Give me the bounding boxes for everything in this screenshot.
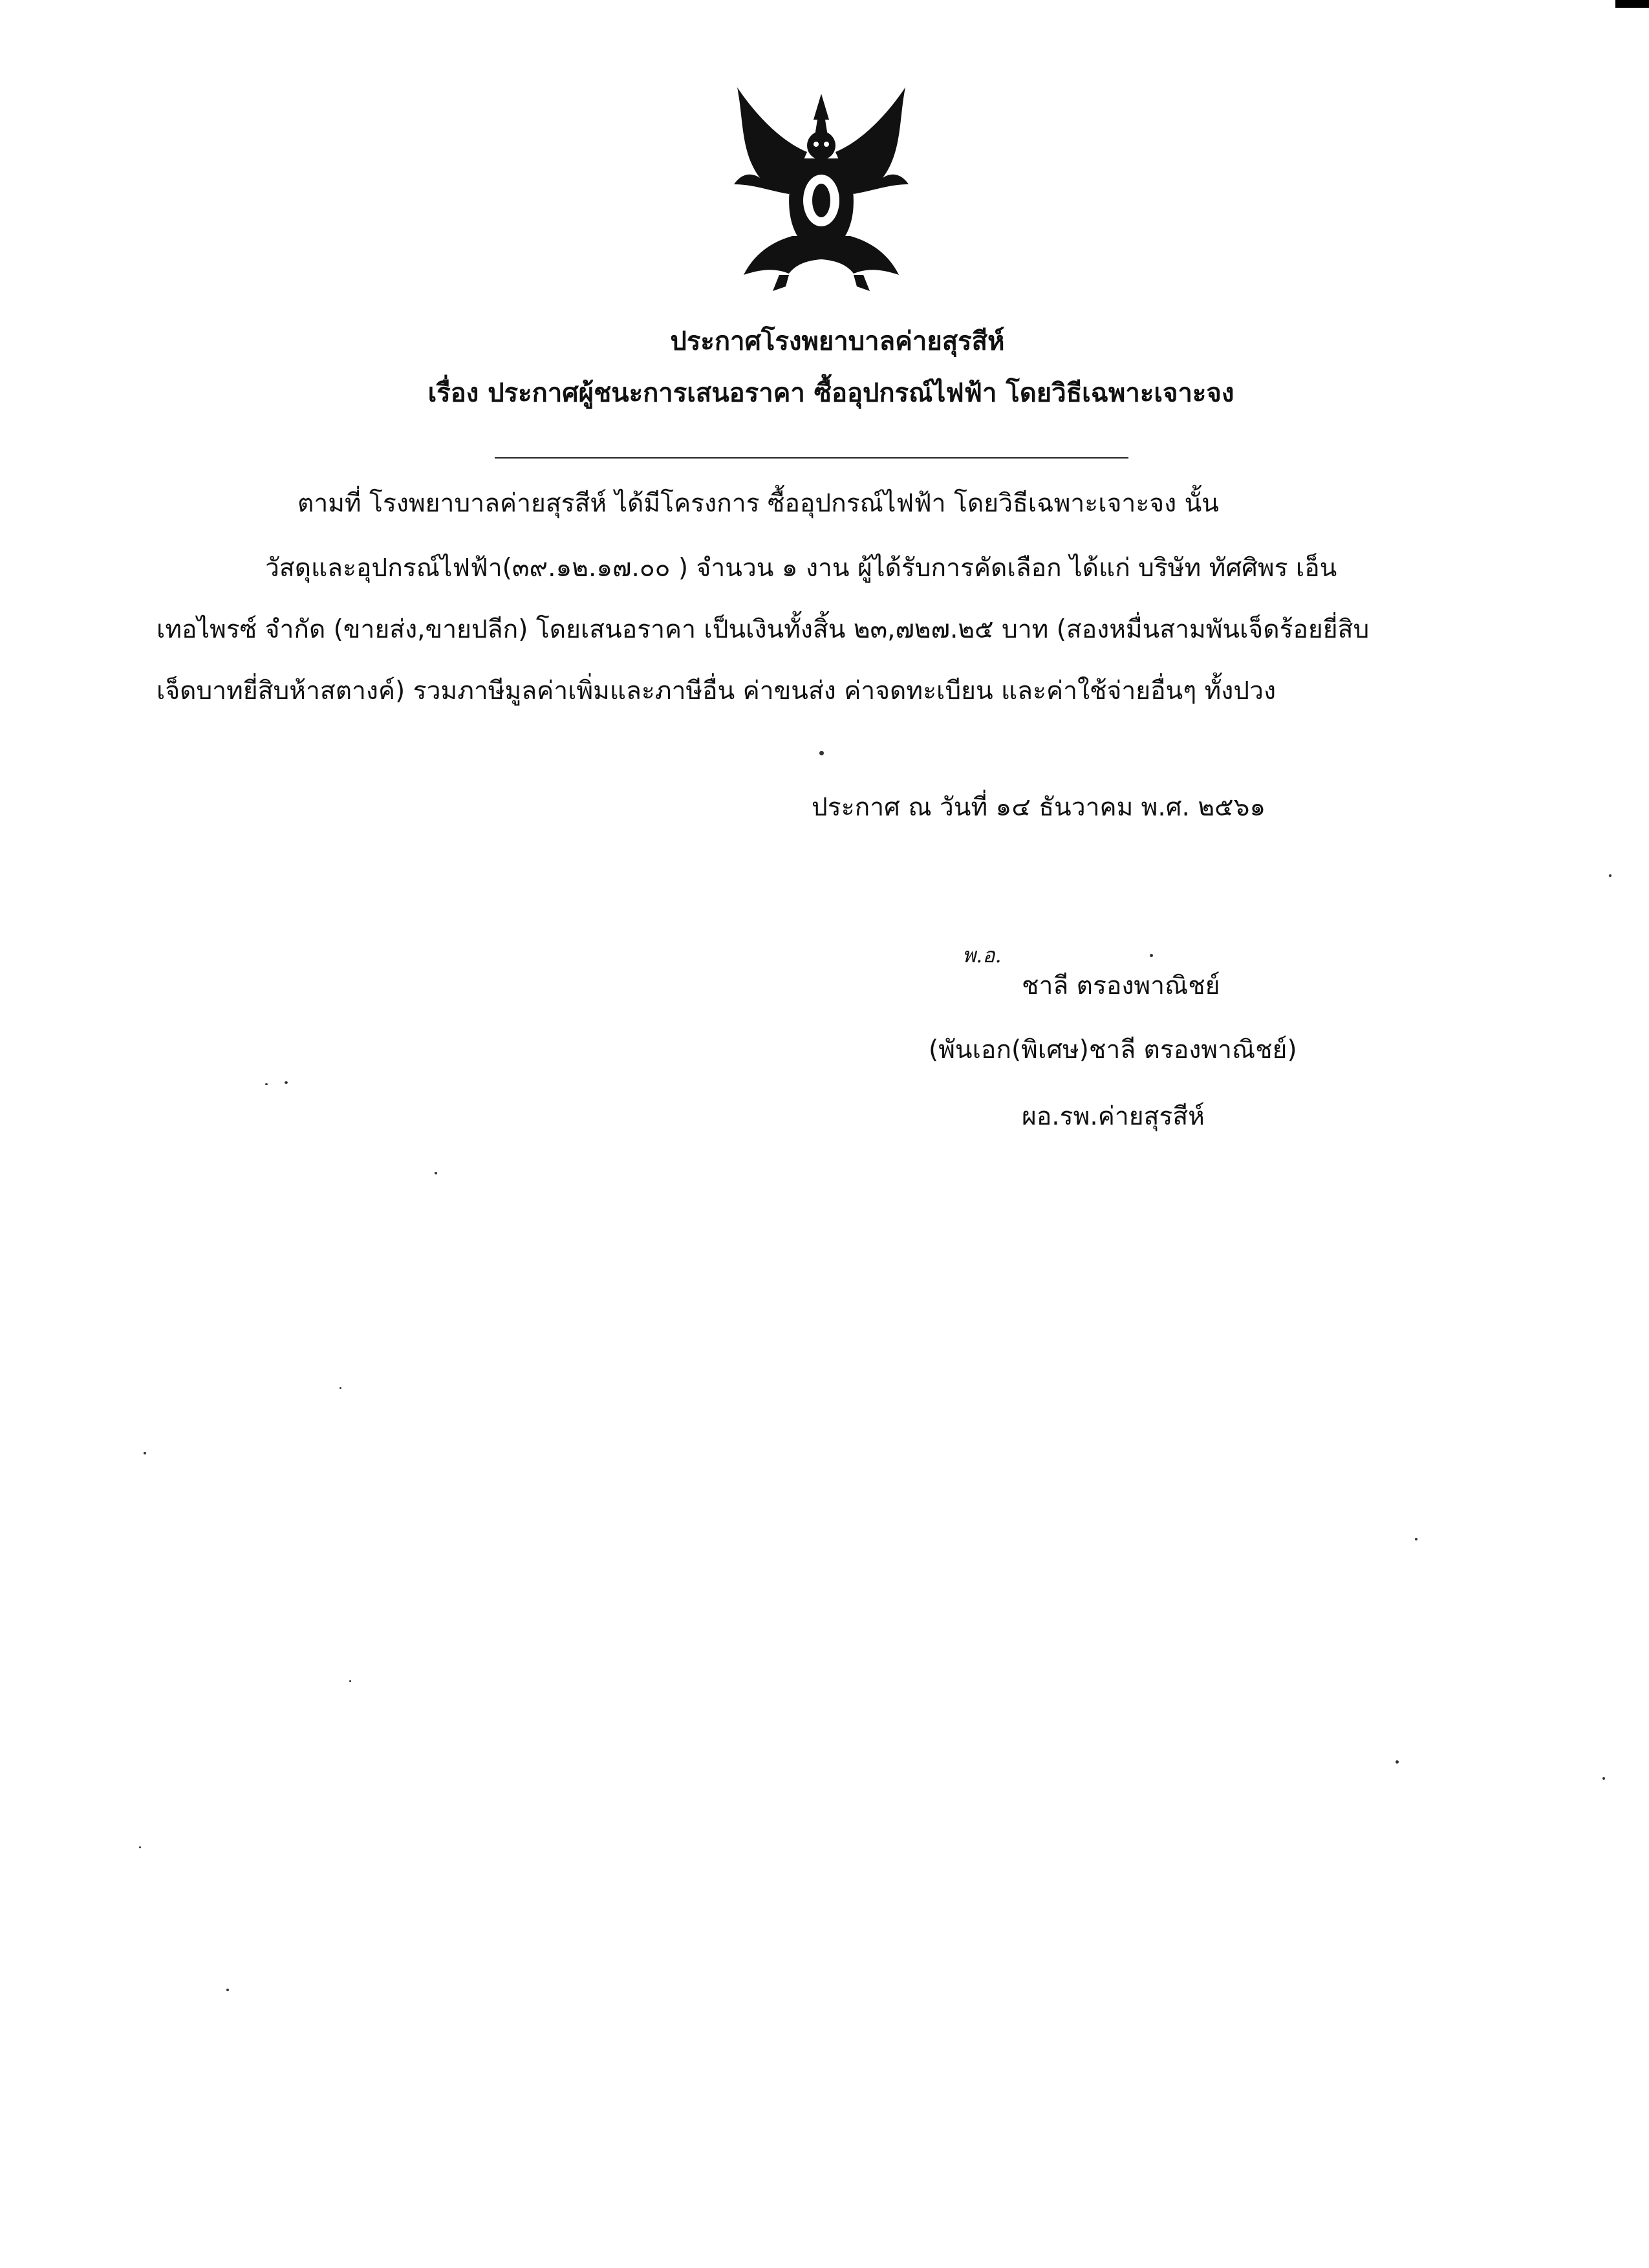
scan-speck <box>339 1387 341 1389</box>
scan-speck <box>139 1846 141 1848</box>
scan-corner-mark <box>1615 0 1649 8</box>
scan-speck <box>1602 1777 1605 1780</box>
document-header <box>0 316 1649 419</box>
signer-name: ชาลี ตรองพาณิชย์ <box>1022 971 1220 1000</box>
garuda-emblem-icon <box>724 81 918 294</box>
body-line-3: เทอไพรซ์ จำกัด (ขายส่ง,ขายปลีก) โดยเสนอราคา เป็นเงินทั้งสิ้น ๒๓,๗๒๗.๒๕ บาท (สองหมื่นสามพันเจ็ดร้อยยี่สิบ <box>156 615 1370 644</box>
scan-speck <box>226 1989 229 1991</box>
scan-speck <box>349 1680 351 1682</box>
signer-full-name: (พันเอก(พิเศษ)ชาลี ตรองพาณิชย์) <box>929 1035 1297 1064</box>
scan-speck <box>1150 954 1153 957</box>
scan-speck <box>819 751 824 755</box>
announcement-date: ประกาศ ณ วันที่ ๑๔ ธันวาคม พ.ศ. ๒๕๖๑ <box>812 793 1266 822</box>
scan-speck <box>1609 874 1611 877</box>
header-divider <box>495 457 1128 459</box>
body-line-2: วัสดุและอุปกรณ์ไฟฟ้า(๓๙.๑๒.๑๗.๐๐ ) จำนวน ๑ งาน ผู้ได้รับการคัดเลือก ได้แก่ บริษัท ทัศศิพร เอ็น <box>265 554 1337 583</box>
scan-speck <box>1396 1760 1399 1764</box>
page-title: ประกาศโรงพยาบาลค่ายสุรสีห์ <box>670 327 1005 356</box>
scan-speck <box>1415 1538 1417 1540</box>
document-subject: เรื่อง ประกาศผู้ชนะการเสนอราคา ซื้ออุปกรณ์ไฟฟ้า โดยวิธีเฉพาะเจาะจง <box>427 378 1234 408</box>
scan-speck <box>265 1083 268 1085</box>
scan-speck <box>144 1452 146 1454</box>
body-line-1: ตามที่ โรงพยาบาลค่ายสุรสีห์ ได้มีโครงการ ซื้ออุปกรณ์ไฟฟ้า โดยวิธีเฉพาะเจาะจง นั้น <box>297 489 1219 518</box>
scan-speck <box>285 1081 288 1084</box>
signature-initials: พ.อ. <box>962 943 1002 967</box>
signer-position: ผอ.รพ.ค่ายสุรสีห์ <box>1022 1102 1205 1131</box>
body-line-4: เจ็ดบาทยี่สิบห้าสตางค์) รวมภาษีมูลค่าเพิ่มและภาษีอื่น ค่าขนส่ง ค่าจดทะเบียน และค่าใช้จ่ายอื่นๆ ทั้งปวง <box>156 676 1276 706</box>
scan-speck <box>435 1172 437 1174</box>
